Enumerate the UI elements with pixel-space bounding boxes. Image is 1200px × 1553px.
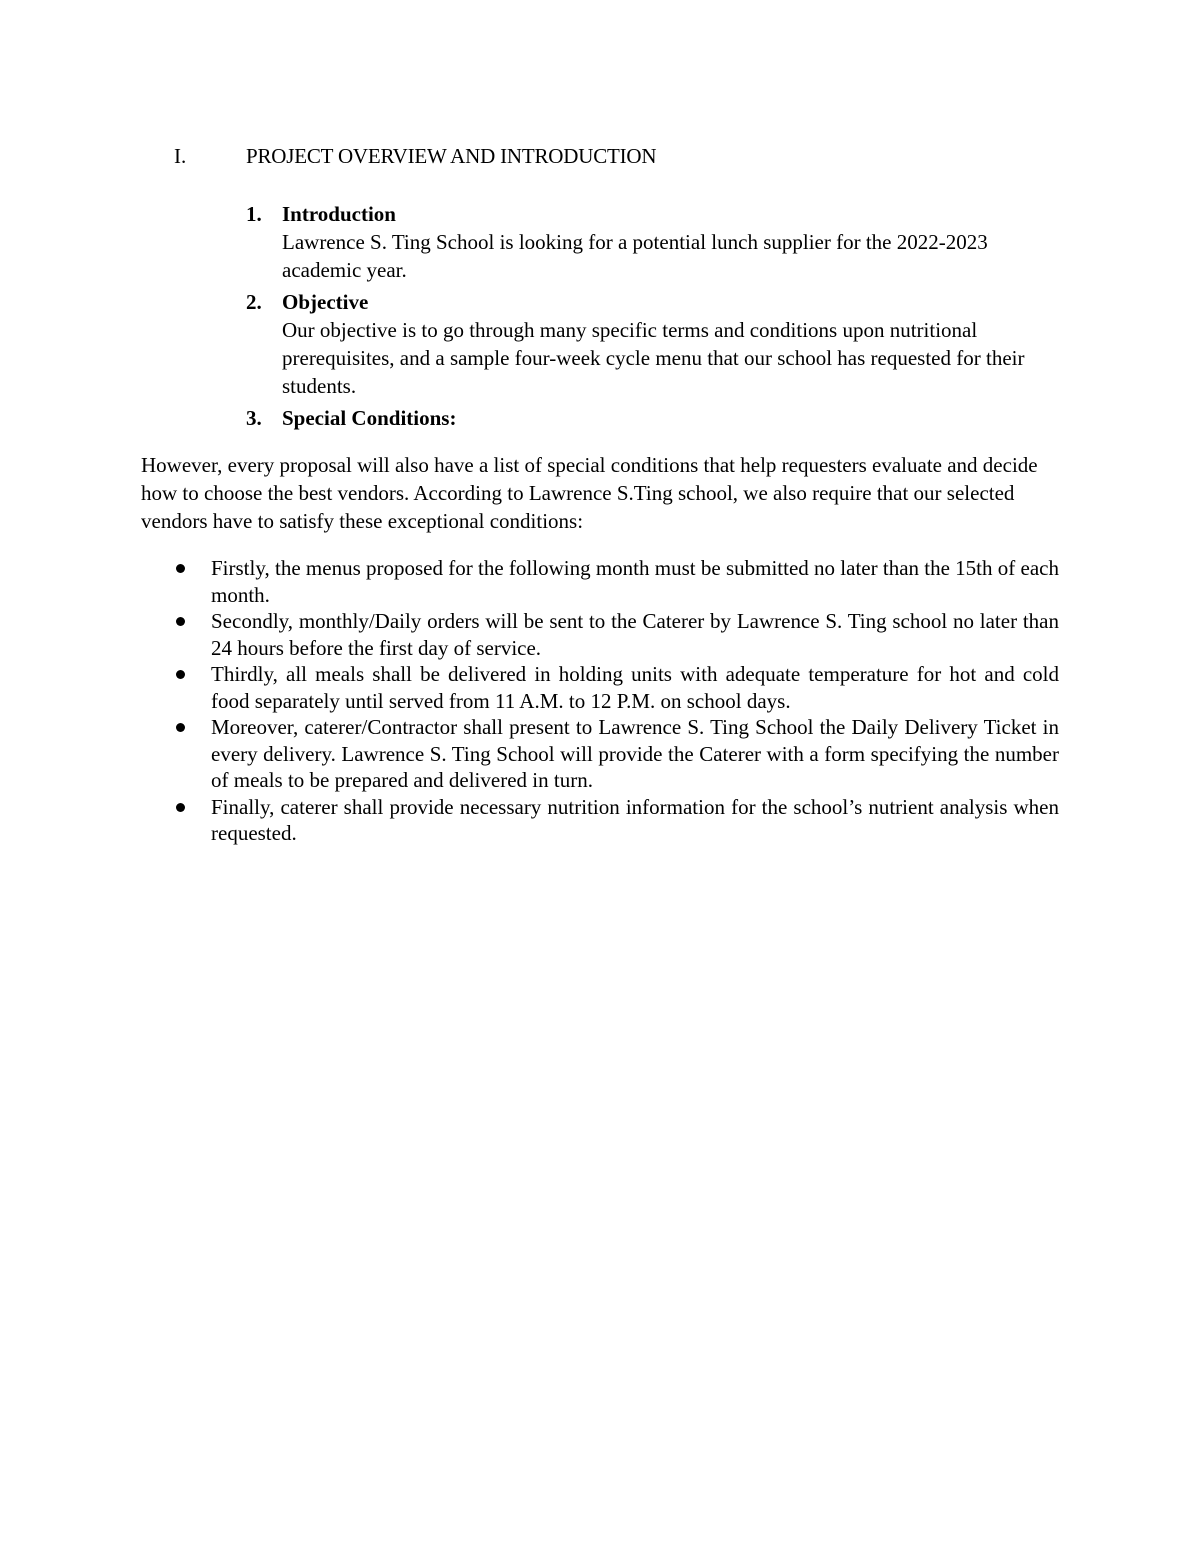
bullet-text: Secondly, monthly/Daily orders will be sent to the Caterer by Lawrence S. Ting school no later than 24 hours before the first day of service. <box>211 609 1059 660</box>
item-title: Introduction <box>282 202 396 226</box>
bullet-text: Moreover, caterer/Contractor shall present to Lawrence S. Ting School the Daily Delivery Ticket in every delivery. Lawrence S. Ting School will provide the Caterer with a form specifying the number of meals to be prepared and delivered in turn. <box>211 715 1059 792</box>
section-numeral: I. <box>174 144 187 168</box>
item-title: Special Conditions: <box>282 406 457 430</box>
item-number: 1. <box>246 202 262 226</box>
item-title: Objective <box>282 290 369 314</box>
bullet-dot-icon <box>176 803 185 812</box>
list-item-special-conditions <box>246 404 1046 432</box>
bullet-text: Firstly, the menus proposed for the following month must be submitted no later than the 15th of each month. <box>211 556 1059 607</box>
numbered-list <box>246 200 1046 436</box>
bullet-item <box>174 608 1059 661</box>
bullet-item <box>174 794 1059 847</box>
list-item-objective <box>246 288 1046 400</box>
bullet-dot-icon <box>176 670 185 679</box>
conditions-bullet-list <box>174 555 1059 847</box>
list-item-introduction <box>246 200 1046 284</box>
bullet-text: Finally, caterer shall provide necessary nutrition information for the school’s nutrient analysis when requested. <box>211 794 1059 845</box>
conditions-paragraph: However, every proposal will also have a list of special conditions that help requesters evaluate and decide how to choose the best vendors. According to Lawrence S.Ting school, we also require that our selected vendors have to satisfy these exceptional conditions: <box>141 453 1038 533</box>
item-body: Our objective is to go through many specific terms and conditions upon nutritional prerequisites, and a sample four-week cycle menu that our school has requested for their students. <box>282 318 1025 398</box>
bullet-text: Thirdly, all meals shall be delivered in holding units with adequate temperature for hot and cold food separately until served from 11 A.M. to 12 P.M. on school days. <box>211 662 1059 713</box>
bullet-item <box>174 661 1059 714</box>
section-heading <box>174 142 974 172</box>
bullet-dot-icon <box>176 564 185 573</box>
item-number: 2. <box>246 290 262 314</box>
bullet-item <box>174 555 1059 608</box>
item-body: Lawrence S. Ting School is looking for a potential lunch supplier for the 2022-2023 academic year. <box>282 230 988 282</box>
section-title: PROJECT OVERVIEW AND INTRODUCTION <box>246 144 657 168</box>
bullet-item <box>174 714 1059 794</box>
bullet-dot-icon <box>176 617 185 626</box>
bullet-dot-icon <box>176 723 185 732</box>
item-number: 3. <box>246 406 262 430</box>
